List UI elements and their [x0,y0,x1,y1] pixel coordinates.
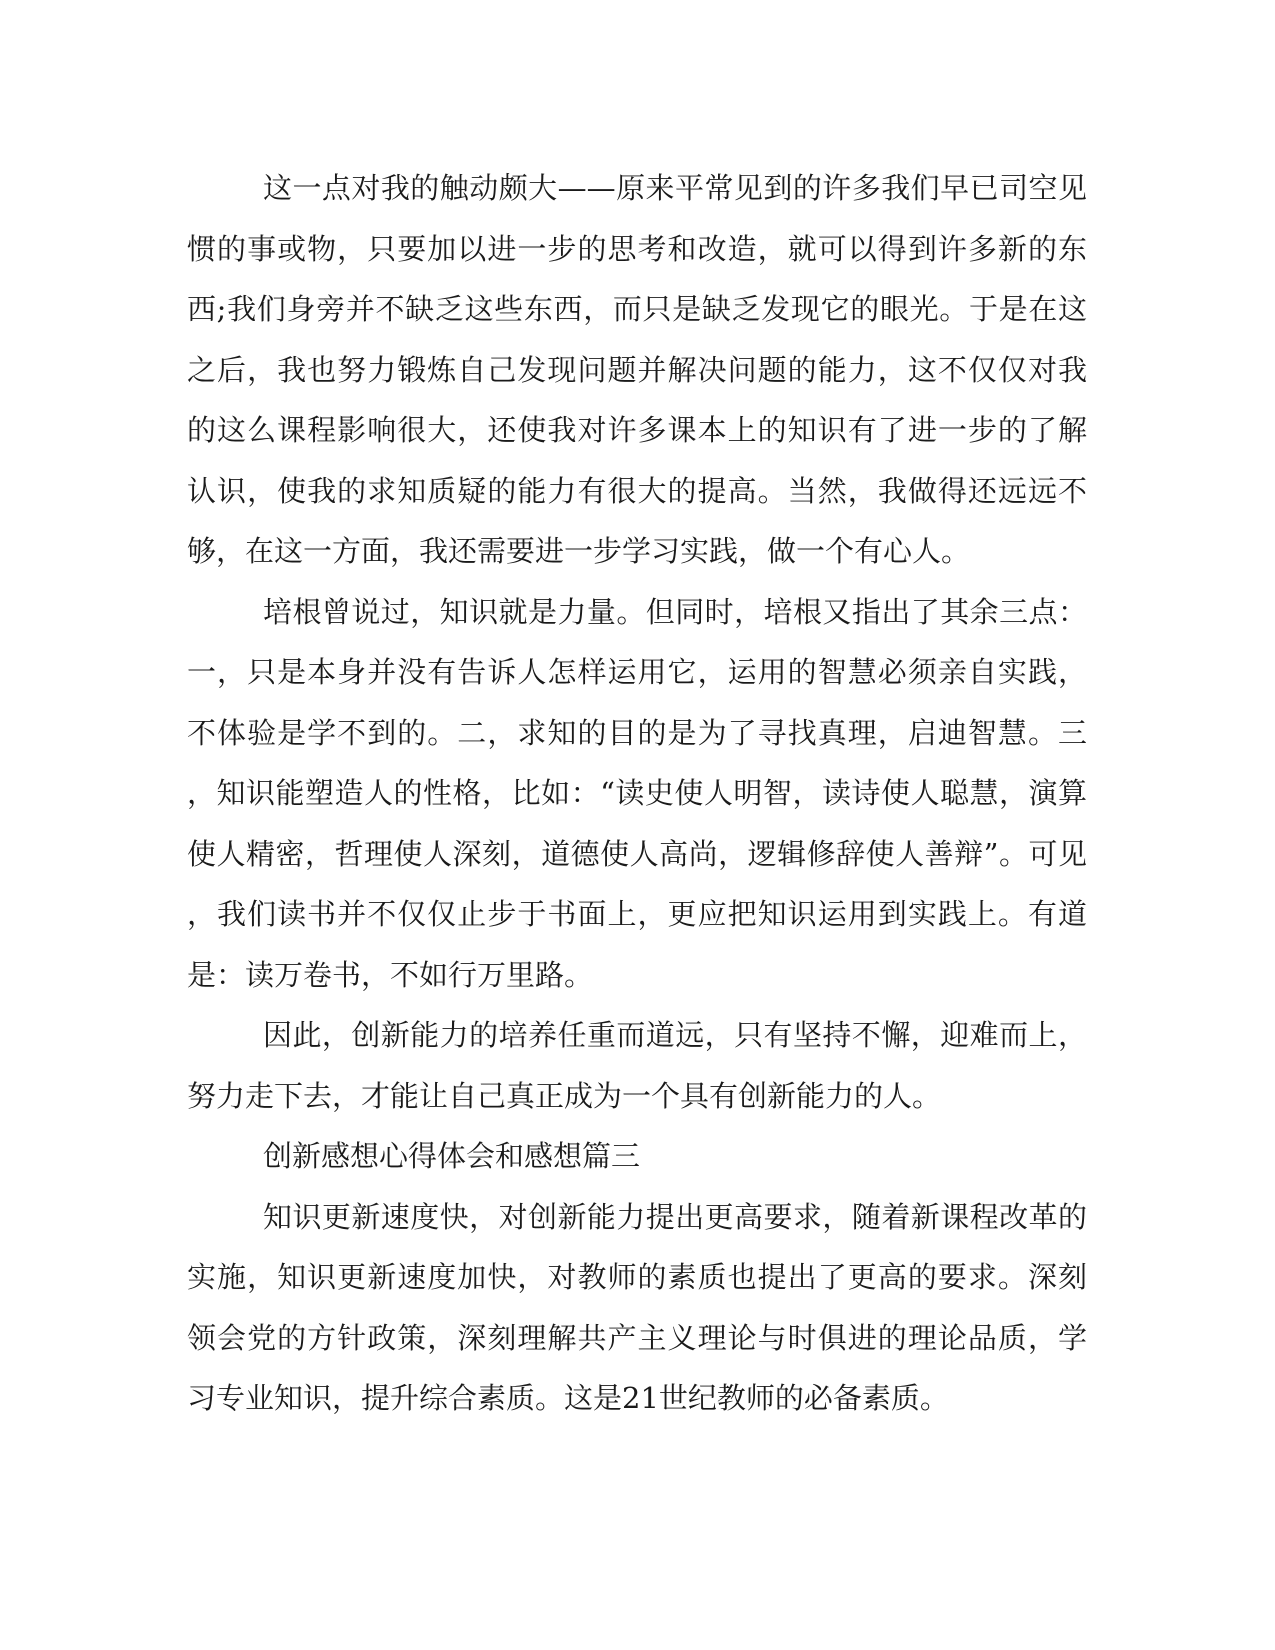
paragraph-line: ，知识能塑造人的性格，比如：“读史使人明智，读诗使人聪慧，演算 [187,776,1087,810]
paragraph-line: 惯的事或物，只要加以进一步的思考和改造，就可以得到许多新的东 [187,231,1087,266]
paragraph-line: 的这么课程影响很大，还使我对许多课本上的知识有了进一步的了解 [187,413,1087,447]
paragraph-line: 习专业知识，提升综合素质。这是21世纪教师的必备素质。 [187,1381,949,1415]
paragraph-line: 这一点对我的触动颇大——原来平常见到的许多我们早已司空见 [263,171,1087,205]
paragraph-line: 之后，我也努力锻炼自己发现问题并解决问题的能力，这不仅仅对我 [187,352,1087,387]
paragraph-line: 够，在这一方面，我还需要进一步学习实践，做一个有心人。 [187,534,971,568]
paragraph-line: ，我们读书并不仅仅止步于书面上，更应把知识运用到实践上。有道 [187,897,1087,931]
paragraph-line: 知识更新速度快，对创新能力提出更高要求，随着新课程改革的 [263,1199,1087,1234]
paragraph-line: 是：读万卷书，不如行万里路。 [187,957,594,992]
paragraph-line: 领会党的方针政策，深刻理解共产主义理论与时俱进的理论品质，学 [187,1320,1087,1355]
section-heading: 创新感想心得体会和感想篇三 [263,1139,641,1173]
paragraph-line: 不体验是学不到的。二，求知的目的是为了寻找真理，启迪智慧。三 [187,715,1087,750]
document-body [187,158,1087,1429]
paragraph-line: 西;我们身旁并不缺乏这些东西，而只是缺乏发现它的眼光。于是在这 [187,292,1087,326]
paragraph-line: 实施，知识更新速度加快，对教师的素质也提出了更高的要求。深刻 [187,1260,1087,1294]
paragraph-line: 努力走下去，才能让自己真正成为一个具有创新能力的人。 [187,1078,942,1113]
paragraph-line: 认识，使我的求知质疑的能力有很大的提高。当然，我做得还远远不 [187,473,1087,508]
paragraph-line: 使人精密，哲理使人深刻，道德使人高尚，逻辑修辞使人善辩”。可见 [187,836,1087,871]
paragraph-line: 培根曾说过，知识就是力量。但同时，培根又指出了其余三点： [263,594,1087,629]
paragraph-line: 一，只是本身并没有告诉人怎样运用它，运用的智慧必须亲自实践， [187,655,1087,689]
paragraph-line: 因此，创新能力的培养任重而道远，只有坚持不懈，迎难而上， [263,1018,1087,1052]
